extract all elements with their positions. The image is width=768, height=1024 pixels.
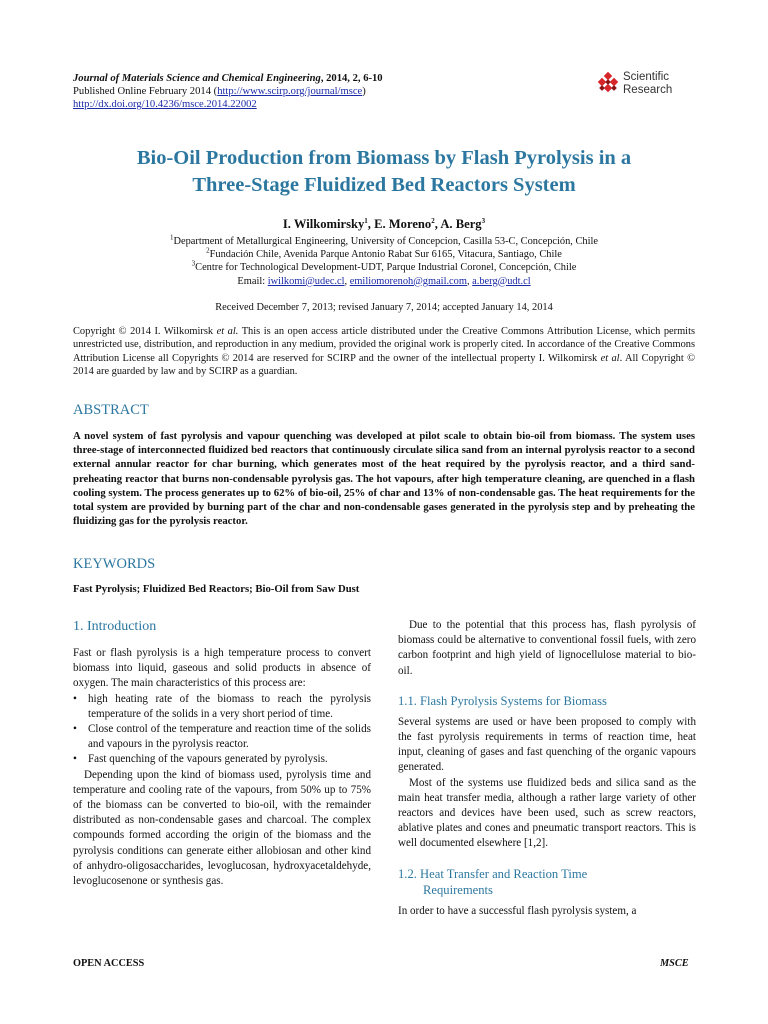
affiliation-2: [60, 248, 708, 261]
bullet-icon: •: [73, 723, 77, 736]
published-prefix: Published Online February 2014 (: [73, 86, 218, 97]
keywords-text: Fast Pyrolysis; Fluidized Bed Reactors; Bio-Oil from Saw Dust: [73, 583, 360, 595]
copyright-part-1: Copyright © 2014 I. Wilkomirsk: [73, 326, 217, 337]
list-item-text: Fast quenching of the vapours generated by pyrolysis.: [88, 753, 328, 766]
journal-volume: , 2014, 2, 6-10: [320, 73, 383, 84]
author-2-sup: 2: [431, 216, 435, 225]
keywords-heading: KEYWORDS: [73, 556, 156, 572]
journal-name: Journal of Materials Science and Chemical Engineering: [73, 73, 321, 84]
right-paragraph-1: Due to the potential that this process has, flash pyrolysis of biomass could be alternative to conventional fossil fuels, with zero carbon footprint and high yield of lignocellulose material to bio-oil.: [398, 619, 696, 677]
doi-link[interactable]: http://dx.doi.org/10.4236/msce.2014.22002: [73, 99, 257, 110]
abstract-text: A novel system of fast pyrolysis and vapour quenching was developed at pilot scale to obtain bio-oil from biomass. The system uses three-stage of interconnected fluidized bed reactors that continuously circulate silica sand from an internal pyrolysis reactor to a second external annular reactor for char burning, which generates most of the heat required by the pyrolysis reactor, and a third sand-preheating reactor that burns non-condensable pyrolysis gas. The hot vapours, after high temperature cleaning, are quenched in a flash cooling system. The process generates up to 62% of bio-oil, 25% of char and 13% of non-condensable gas. The heat requirements for the total system are provided by burning part of the char and non-condensable gases generated in the pyrolysis step and by preheating the fluidizing gas for the pyrolysis reactor.: [73, 430, 695, 528]
affiliation-3-text: Centre for Technological Development-UDT, Parque Industrial Coronel, Concepción, Chile: [195, 262, 577, 274]
logo-text-research: Research: [623, 84, 673, 96]
characteristics-list: [73, 692, 371, 768]
abstract-heading: ABSTRACT: [73, 402, 149, 418]
section-heading-introduction: 1. Introduction: [73, 619, 157, 634]
affiliation-3: [60, 261, 708, 274]
journal-header: [73, 72, 493, 111]
list-item-text: Close control of the temperature and reaction time of the solids and vapours in the pyrolysis reactor.: [88, 723, 371, 751]
logo-text-scientific: Scientific: [623, 71, 670, 83]
intro-paragraph-2: Depending upon the kind of biomass used, pyrolysis time and temperature and cooling rate of the vapours, from 50% up to 75% of the biomass can be converted to bio-oil, with the remainder distributed as non-condensable gases and charcoal. The complex compounds formed according the origin of the biomass and the pyrolysis conditions can generate either allobiosan and other kind of anhydro-oligosaccharides, levoglucosan, hydroxyacetaldehyde, levoglucosenone or synthesis gas.: [73, 768, 371, 888]
bullet-icon: •: [73, 753, 77, 766]
author-list: [60, 217, 708, 232]
affiliation-1-num: 1: [169, 233, 174, 242]
author-1: I. Wilkomirsky: [282, 217, 365, 231]
subsection-heading-1-2-line-2: Requirements: [423, 882, 493, 897]
list-item: [73, 692, 371, 722]
journal-citation: [73, 72, 493, 85]
right-column: [398, 618, 696, 919]
paper-title: [60, 145, 708, 199]
copyright-etal-1: et al.: [216, 326, 239, 337]
list-item-text: high heating rate of the biomass to reach the pyrolysis temperature of the solids in a very short period of time.: [88, 692, 371, 720]
affiliation-1-text: Department of Metallurgical Engineering, University of Concepcion, Casilla 53-C, Concepción, Chile: [173, 236, 599, 247]
published-line: [73, 85, 493, 98]
author-2: , E. Moreno: [367, 217, 432, 231]
affiliations: [60, 235, 708, 288]
received-dates: Received December 7, 2013; revised January 7, 2014; accepted January 14, 2014: [215, 302, 553, 313]
published-suffix: ): [362, 86, 366, 97]
email-sep: ,: [344, 275, 350, 287]
author-1-sup: 1: [364, 216, 368, 225]
email-label: Email:: [237, 275, 268, 287]
email-link-1[interactable]: iwilkomi@udec.cl: [267, 275, 345, 287]
list-item: [73, 722, 371, 752]
title-line-1: Bio-Oil Production from Biomass by Flash Pyrolysis in a: [136, 147, 632, 169]
affiliation-1: [60, 235, 708, 248]
email-link-3[interactable]: a.berg@udt.cl: [472, 275, 531, 287]
journal-url-link[interactable]: http://www.scirp.org/journal/msce: [217, 86, 363, 97]
right-paragraph-3: Most of the systems use fluidized beds and silica sand as the main heat transfer media, although a rather large variety of other reactors and devices have been used, such as screw reactors, ablative plates and cones and pneumatic transport reactors. This is well documented elsewhere [1,2].: [398, 776, 696, 850]
subsection-heading-1-2: [398, 866, 696, 898]
intro-paragraph-1: Fast or flash pyrolysis is a high temperature process to convert biomass into liquid, gaseous and solid products in absence of oxygen. The main characteristics of this process are:: [73, 647, 371, 690]
author-3: , A. Berg: [434, 217, 482, 231]
author-3-sup: 3: [481, 216, 486, 225]
affiliation-2-num: 2: [206, 246, 210, 255]
email-link-2[interactable]: emiliomorenoh@gmail.com: [349, 275, 467, 287]
scientific-research-logo-icon: [596, 72, 620, 96]
list-item: [73, 752, 371, 767]
affiliation-3-num: 3: [191, 259, 196, 268]
title-line-2: Three-Stage Fluidized Bed Reactors System: [192, 174, 576, 196]
email-line: [60, 275, 708, 288]
right-paragraph-4: In order to have a successful flash pyrolysis system, a: [398, 904, 637, 917]
subsection-heading-1-2-line-1: 1.2. Heat Transfer and Reaction Time: [398, 866, 588, 881]
affiliation-2-text: Fundación Chile, Avenida Parque Antonio Rabat Sur 6165, Vitacura, Santiago, Chile: [209, 249, 562, 261]
copyright-etal-2: et al: [600, 352, 620, 364]
bullet-icon: •: [73, 692, 77, 705]
subsection-heading-1-1: 1.1. Flash Pyrolysis Systems for Biomass: [398, 693, 607, 708]
copyright-part-2: This is an open access article distributed under the Creative Commons Attribution License, which permits unrestricted use, distribution, and reproduction in any medium, provided the original work is properly cited. In accordance of the Creative Commons Attribution License all Copyrights © 2014 are reserved for SCIRP and the owner of the intellectual property I. Wilkomirsk: [73, 326, 695, 364]
right-paragraph-2: Several systems are used or have been proposed to comply with the fast pyrolysis requirements in terms of reaction time, heat input, cleaning of gases and fast quenching of the organic vapours generated.: [398, 715, 696, 774]
copyright-notice: [73, 325, 695, 379]
publisher-logo: [596, 70, 706, 102]
footer-journal-abbrev: MSCE: [660, 958, 689, 969]
left-column: [73, 618, 371, 889]
email-sep: ,: [466, 275, 473, 287]
copyright-part-3: . All Copyright © 2014 are guarded by law and by SCIRP as a guardian.: [73, 352, 695, 378]
footer-open-access: OPEN ACCESS: [73, 958, 145, 969]
